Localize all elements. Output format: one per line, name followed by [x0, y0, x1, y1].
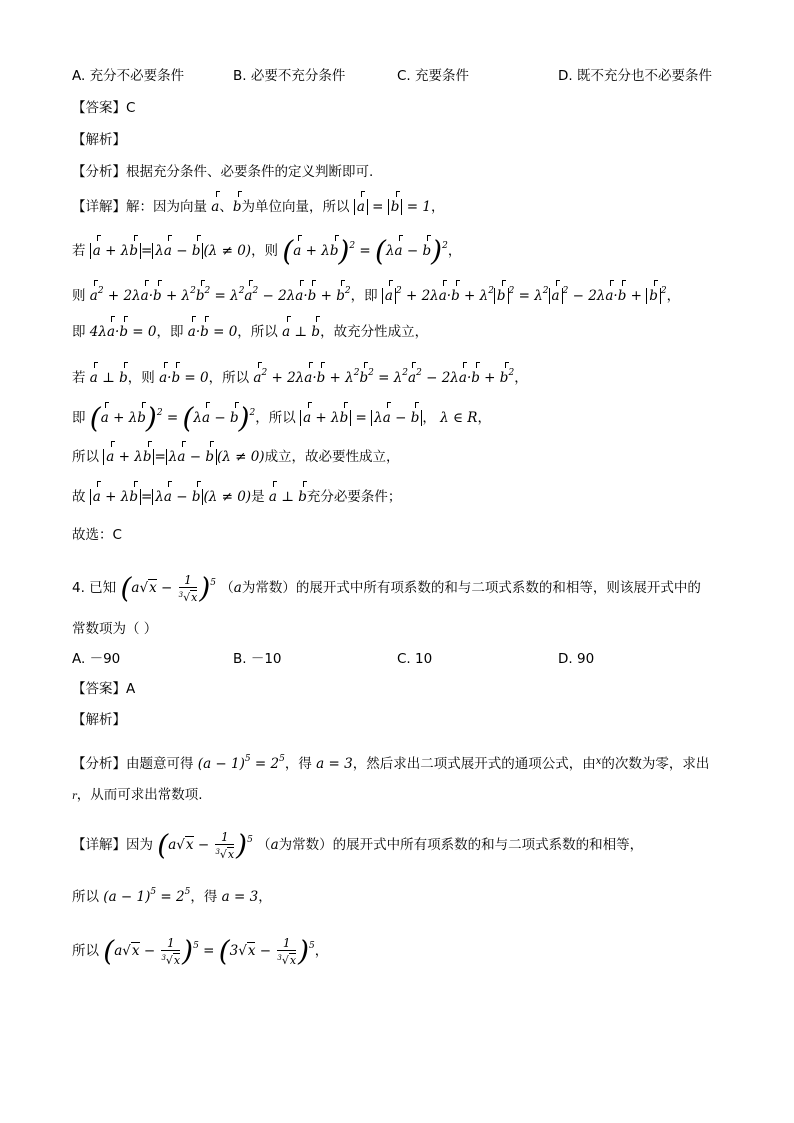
q4-stem-line-2: 常数项为（ ）	[72, 621, 158, 637]
q3-option-d: D. 既不充分也不必要条件	[558, 68, 712, 84]
q3-detail-line-5: 若 a ⊥ b，则 a·b = 0，所以 $a^2 + 2\lambda a\cdot b + \lambda^2b^2 = \lambda^2a^2 - 2\lambda a\cdot b + b^2$，	[72, 362, 528, 389]
q3-detail-line-4: 即 4λa·b = 0，即 a·b = 0，所以 a ⊥ b，故充分性成立，	[72, 321, 428, 343]
q4-fenxi-line-1: 【分析】由题意可得 $(a - 1)^5 = 2^5$，得 a = 3，然后求出二项式展开式的通项公式，由$^x$的次数为零，求出	[72, 754, 710, 772]
q4-detail-line-3: 所以 (a√x − $\frac{1}{^3√x}$ )$^5$ = (3√x − $\frac{1}{^3√x}$ )$^5$，	[72, 934, 329, 968]
q3-option-c: C. 充要条件	[397, 68, 470, 84]
q4-stem-line-1: 4. 已知 (a√x − $\frac{1}{^3√x}$ )$^5$ （a为常数）的展开式中所有项系数的和与二项式系数的和相等，则该展开式中的	[72, 571, 701, 605]
q3-detail-line-1: 【详解】解：因为向量 a、b为单位向量，所以 a = b = 1，	[72, 196, 444, 218]
q3-detail-line-2: 若 a + λb = λa − b (λ ≠ 0)，则 $(a + \lambda b)^2 = (\lambda a - b)^2$，	[72, 234, 462, 268]
q3-option-b: B. 必要不充分条件	[233, 68, 346, 84]
q4-option-d: D. 90	[558, 651, 595, 667]
q3-detail-line-8: 故 a + λb = λa − b (λ ≠ 0)是 a ⊥ b充分必要条件；	[72, 486, 401, 508]
q3-detail-line-7: 所以 a + λb = λa − b (λ ≠ 0)成立，故必要性成立，	[72, 446, 400, 468]
q3-fenxi-line	[72, 161, 373, 183]
q3-option-a: A. 充分不必要条件	[72, 68, 185, 84]
xiangjie-tag: 【详解】	[72, 199, 126, 215]
fenxi-text: 根据充分条件、必要条件的定义判断即可.	[126, 164, 374, 180]
q3-jiexi: 【解析】	[72, 132, 126, 148]
q4-detail-line-2: 所以 $(a - 1)^5 = 2^5$，得 a = 3，	[72, 887, 272, 905]
q4-fenxi-line-2: r，从而可求出常数项.	[72, 787, 203, 803]
q3-detail-line-3: 则 $a^2 + 2\lambda a\cdot b + \lambda^2b^2 = \lambda^2a^2 - 2\lambda a\cdot b + b^2$，即 a $^2 + 2\lambda a\cdot b + \lambda^2$ b $^2 = \lambda^2$ a $^2$ − 2λa·b + b $^2$，	[72, 280, 680, 307]
q3-answer-line	[72, 97, 135, 119]
answer-tag: 【答案】	[72, 100, 126, 116]
fenxi-tag: 【分析】	[72, 164, 126, 180]
q4-option-a: A. －90	[72, 651, 121, 667]
q3-detail-line-6: 即 $(a + \lambda b)^2 = (\lambda a - b)^2$，所以 a + λb = λa − b ， λ ∈ R，	[72, 401, 491, 435]
q4-jiexi: 【解析】	[72, 712, 126, 728]
q4-option-b: B. －10	[233, 651, 282, 667]
q3-choose: 故选：C	[72, 527, 122, 543]
q4-answer-line: 【答案】A	[72, 681, 136, 697]
q4-option-c: C. 10	[397, 651, 433, 667]
answer-value: C	[126, 100, 136, 116]
q4-detail-line-1: 【详解】因为 (a√x − $\frac{1}{^3√x}$ )$^5$ （a为常数）的展开式中所有项系数的和与二项式系数的和相等，	[72, 828, 644, 862]
